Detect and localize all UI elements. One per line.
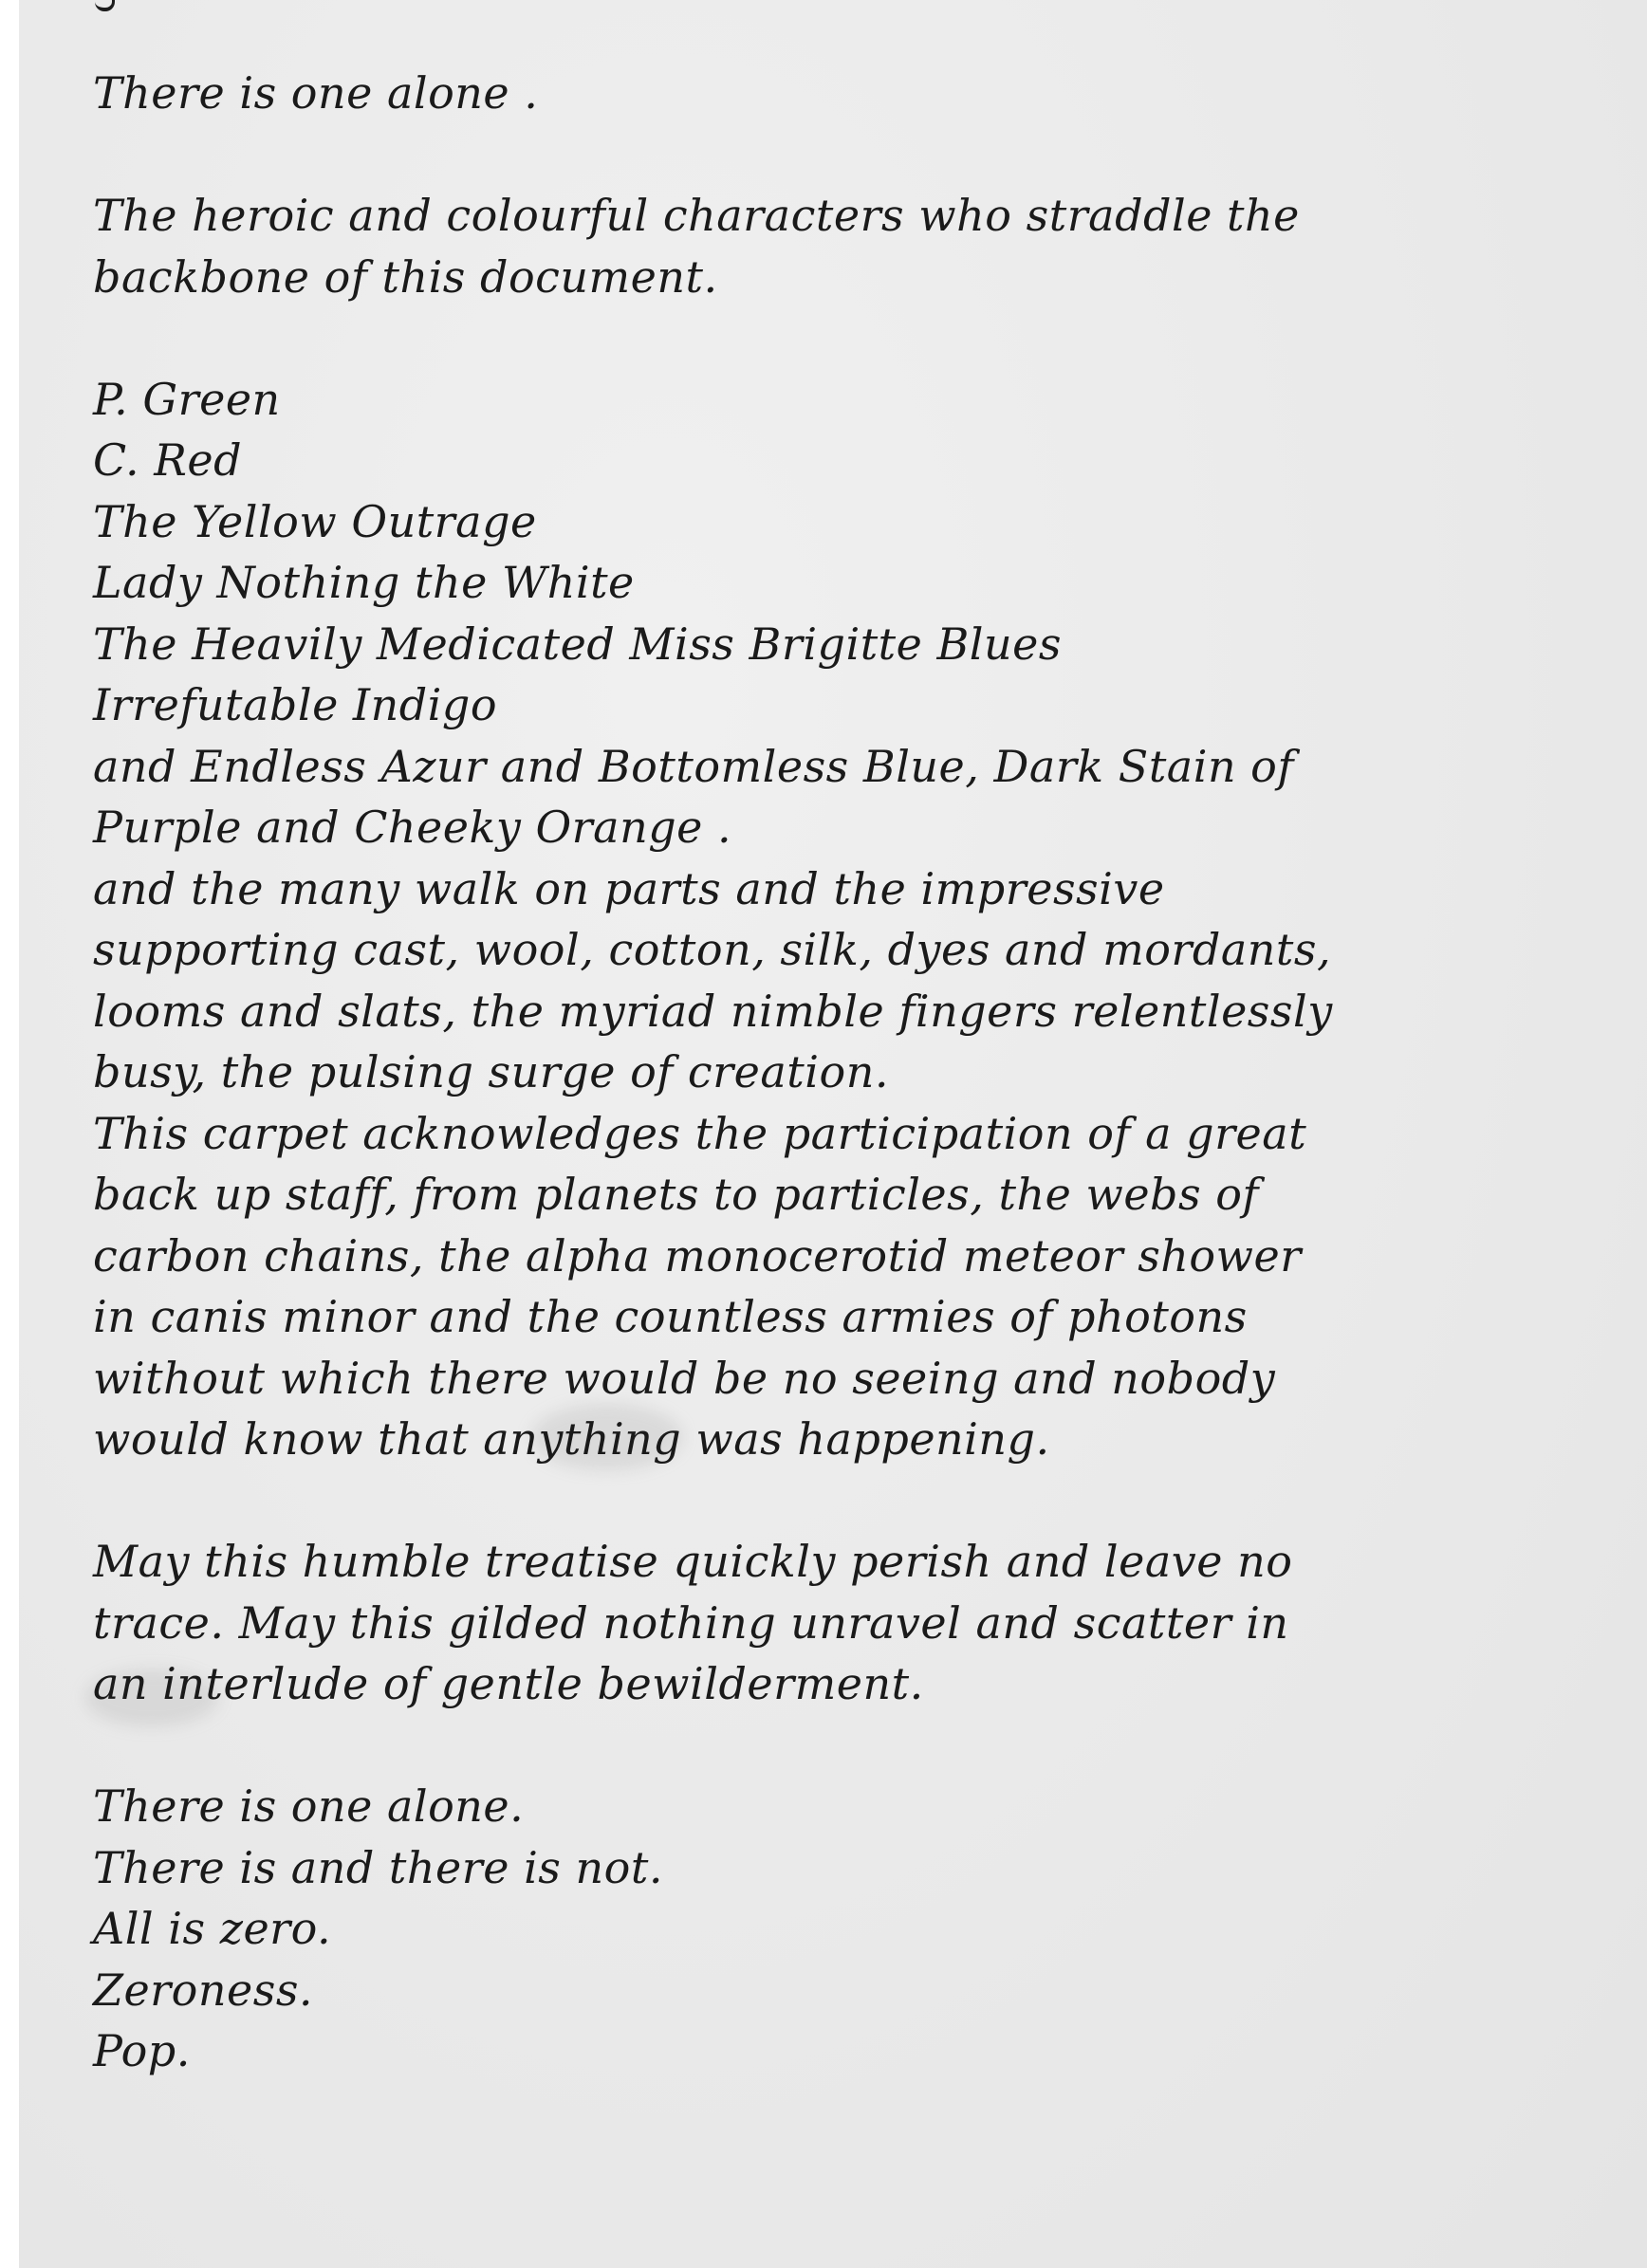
text-line: trace. May this gilded nothing unravel and scatter in <box>93 1596 1289 1649</box>
text-line: would know that anything was happening. <box>93 1413 1050 1465</box>
text-line: There is and there is not. <box>93 1841 663 1893</box>
text-line: and Endless Azur and Bottomless Blue, Dark Stain of <box>93 740 1294 792</box>
text-line: supporting cast, wool, cotton, silk, dyes and mordants, <box>93 924 1332 975</box>
text-line: There is one alone . <box>93 67 539 119</box>
text-line: Purple and Cheeky Orange . <box>93 802 732 853</box>
text-line: carbon chains, the alpha monocerotid meteor shower <box>93 1229 1302 1282</box>
text-line: Pop. <box>93 2025 191 2076</box>
text-line: C. Red <box>93 434 243 486</box>
text-line: The Heavily Medicated Miss Brigitte Blues <box>93 618 1062 670</box>
text-line: an interlude of gentle bewilderment. <box>93 1658 924 1709</box>
text-line: backbone of this document. <box>93 250 718 303</box>
paragraph-gap <box>93 1470 1592 1532</box>
text-line: Zeroness. <box>93 1964 314 2016</box>
text-line: Irrefutable Indigo <box>93 679 498 730</box>
text-line: All is zero. <box>93 1903 332 1954</box>
paragraph-gap <box>93 1715 1592 1777</box>
text-line: looms and slats, the myriad nimble fingers relentlessly <box>93 985 1333 1037</box>
text-line: The heroic and colourful characters who straddle the <box>93 190 1300 241</box>
text-line: P. Green <box>93 373 281 425</box>
text-line: in canis minor and the countless armies of photons <box>93 1291 1248 1342</box>
page-margin <box>0 0 19 2268</box>
text-line: back up staff, from planets to particles, the webs of <box>93 1169 1259 1220</box>
text-line: busy, the pulsing surge of creation. <box>93 1046 889 1097</box>
text-line: and the many walk on parts and the impressive <box>93 862 1165 914</box>
paragraph-gap <box>93 307 1592 369</box>
paragraph-gap <box>93 124 1592 186</box>
text-line: There is one alone. <box>93 1780 525 1832</box>
text-line: May this humble treatise quickly perish and leave no <box>93 1536 1293 1587</box>
text-line: The Yellow Outrage <box>93 495 537 547</box>
text-line: Lady Nothing the White <box>93 557 635 608</box>
calligraphy-text <box>93 63 1592 2082</box>
text-line: without which there would be no seeing and nobody <box>93 1352 1276 1404</box>
text-line: This carpet acknowledges the participation of a great <box>93 1107 1307 1159</box>
